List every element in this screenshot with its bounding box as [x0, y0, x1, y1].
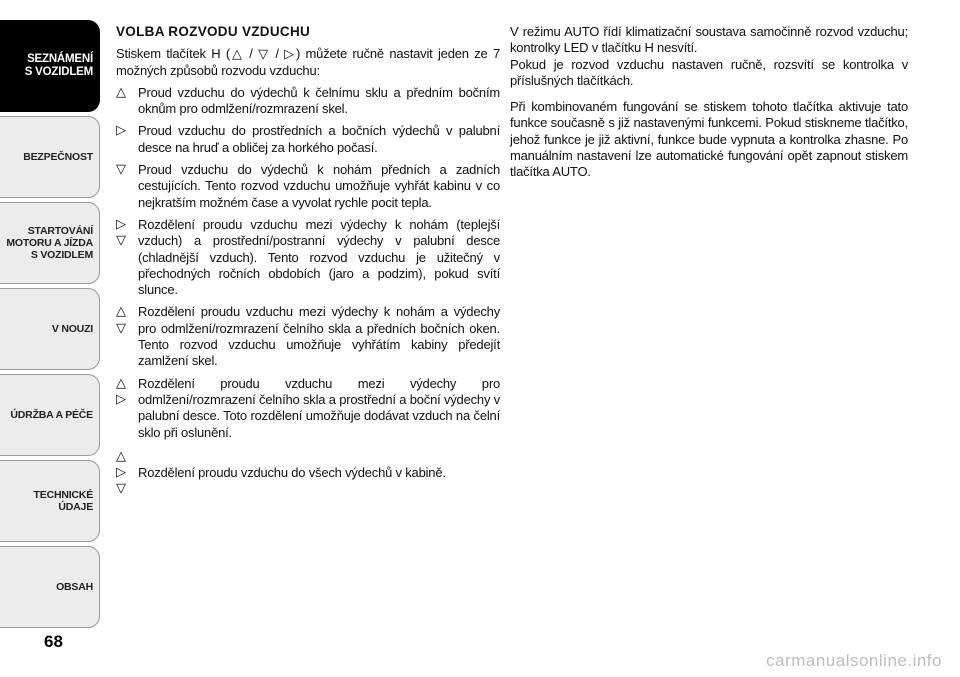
airflow-symbols — [116, 123, 138, 156]
list-item — [116, 85, 500, 118]
triangle-up-icon: △ — [116, 84, 126, 100]
tab-udrzba-a-pece[interactable]: ÚDRŽBA A PÉČE — [0, 374, 100, 456]
list-item-text: Proud vzduchu do prostředních a bočních výdechů v palubní desce na hruď a obličej za horkého počasí. — [138, 123, 500, 155]
triangle-down-icon: ▽ — [116, 162, 126, 178]
right-column — [510, 24, 908, 187]
list-item-text: Rozdělení proudu vzduchu mezi výdechy k nohám a výdechy pro odmlžení/rozmrazení čelního skla a předních bočních oken. Tento rozvod vzduchu umožňuje vyhřátím kabiny předejít zamlžení skel. — [138, 304, 500, 369]
list-item-text: Proud vzduchu do výdechů k nohám předních a zadních cestujících. Tento rozvod vzduchu umožňuje vyhřát kabinu v co nejkratším možném čase a vyvolat rychle pocit tepla. — [138, 162, 500, 210]
triangle-right-icon: ▷ — [116, 391, 126, 407]
paragraph-manual-mode: Pokud je rozvod vzduchu nastaven ručně, rozsvítí se kontrolka v příslušných tlačítkách. — [510, 56, 908, 88]
triangle-up-icon: △ — [116, 375, 126, 391]
tab-seznameni-s-vozidlem[interactable]: SEZNÁMENÍ S VOZIDLEM — [0, 20, 100, 112]
airflow-symbols — [116, 304, 138, 369]
triangle-right-icon: ▷ — [116, 123, 126, 139]
airflow-symbols — [116, 376, 138, 441]
airflow-symbols — [116, 449, 138, 498]
airflow-symbols — [116, 162, 138, 211]
chapter-sidebar — [0, 0, 102, 677]
page-number: 68 — [44, 632, 63, 651]
list-item-text: Rozdělení proudu vzduchu mezi výdechy k nohám (teplejší vzduch) a prostřední/postranní výdechy v palubní desce (chladnější vzduch). Tento rozvod vzduchu je užitečný v přechodných ročních obdobích (jaro a podzim), pokud svítí slunce. — [138, 216, 500, 298]
tab-technicke-udaje[interactable]: TECHNICKÉ ÚDAJE — [0, 460, 100, 542]
intro-paragraph: Stiskem tlačítek H (△ / ▽ / ▷) můžete ručně nastavit jeden ze 7 možných způsobů rozvodu vzduchu: — [116, 46, 500, 78]
list-item — [116, 162, 500, 211]
list-item-text: Rozdělení proudu vzduchu do všech výdechů v kabině. — [138, 464, 446, 480]
paragraph-combined-mode: Při kombinovaném fungování se stiskem tohoto tlačítka aktivuje tato funkce současně s již nastavenými funkcemi. Pokud stiskneme tlačítko, jehož funkce je již aktivní, funkce bude vypnuta a kontrolka zhasne. Po manuálním nastavení lze automatické fungování opět zapnout stiskem tlačítka AUTO. — [510, 99, 908, 180]
paragraph-auto-mode: V režimu AUTO řídí klimatizační soustava samočinně rozvod vzduchu; kontrolky LED v tlačítku H nesvítí. — [510, 24, 908, 56]
section-heading: VOLBA ROZVODU VZDUCHU — [116, 24, 311, 39]
left-column — [116, 24, 500, 504]
airflow-symbols — [116, 217, 138, 298]
triangle-up-icon: △ — [116, 304, 126, 320]
list-item — [116, 304, 500, 369]
triangle-down-icon: ▽ — [116, 320, 126, 336]
airflow-symbols — [116, 85, 138, 118]
list-item-text: Proud vzduchu do výdechů k čelnímu sklu a předním bočním oknům pro odmlžení/rozmrazení skel. — [138, 84, 500, 117]
tab-bezpecnost[interactable]: BEZPEČNOST — [0, 116, 100, 198]
tab-obsah[interactable]: OBSAH — [0, 546, 100, 628]
triangle-down-icon: ▽ — [116, 233, 126, 249]
triangle-up-icon: △ — [116, 448, 126, 464]
triangle-right-icon: ▷ — [116, 216, 126, 232]
list-item — [116, 123, 500, 156]
tab-v-nouzi[interactable]: V NOUZI — [0, 288, 100, 370]
list-item — [116, 449, 500, 498]
triangle-down-icon: ▽ — [116, 481, 126, 497]
list-item-text: Rozdělení proudu vzduchu mezi výdechy pro odmlžení/rozmrazení čelního skla a prostřední a boční výdechy v palubní desce. Toto rozdělení umožňuje dodávat vzduch na čelní sklo při oslunění. — [138, 375, 500, 440]
tab-startovani[interactable]: STARTOVÁNÍ MOTORU A JÍZDA S VOZIDLEM — [0, 202, 100, 284]
triangle-right-icon: ▷ — [116, 465, 126, 481]
list-item — [116, 217, 500, 298]
list-item — [116, 376, 500, 441]
watermark: carmanualsonline.info — [766, 651, 942, 670]
